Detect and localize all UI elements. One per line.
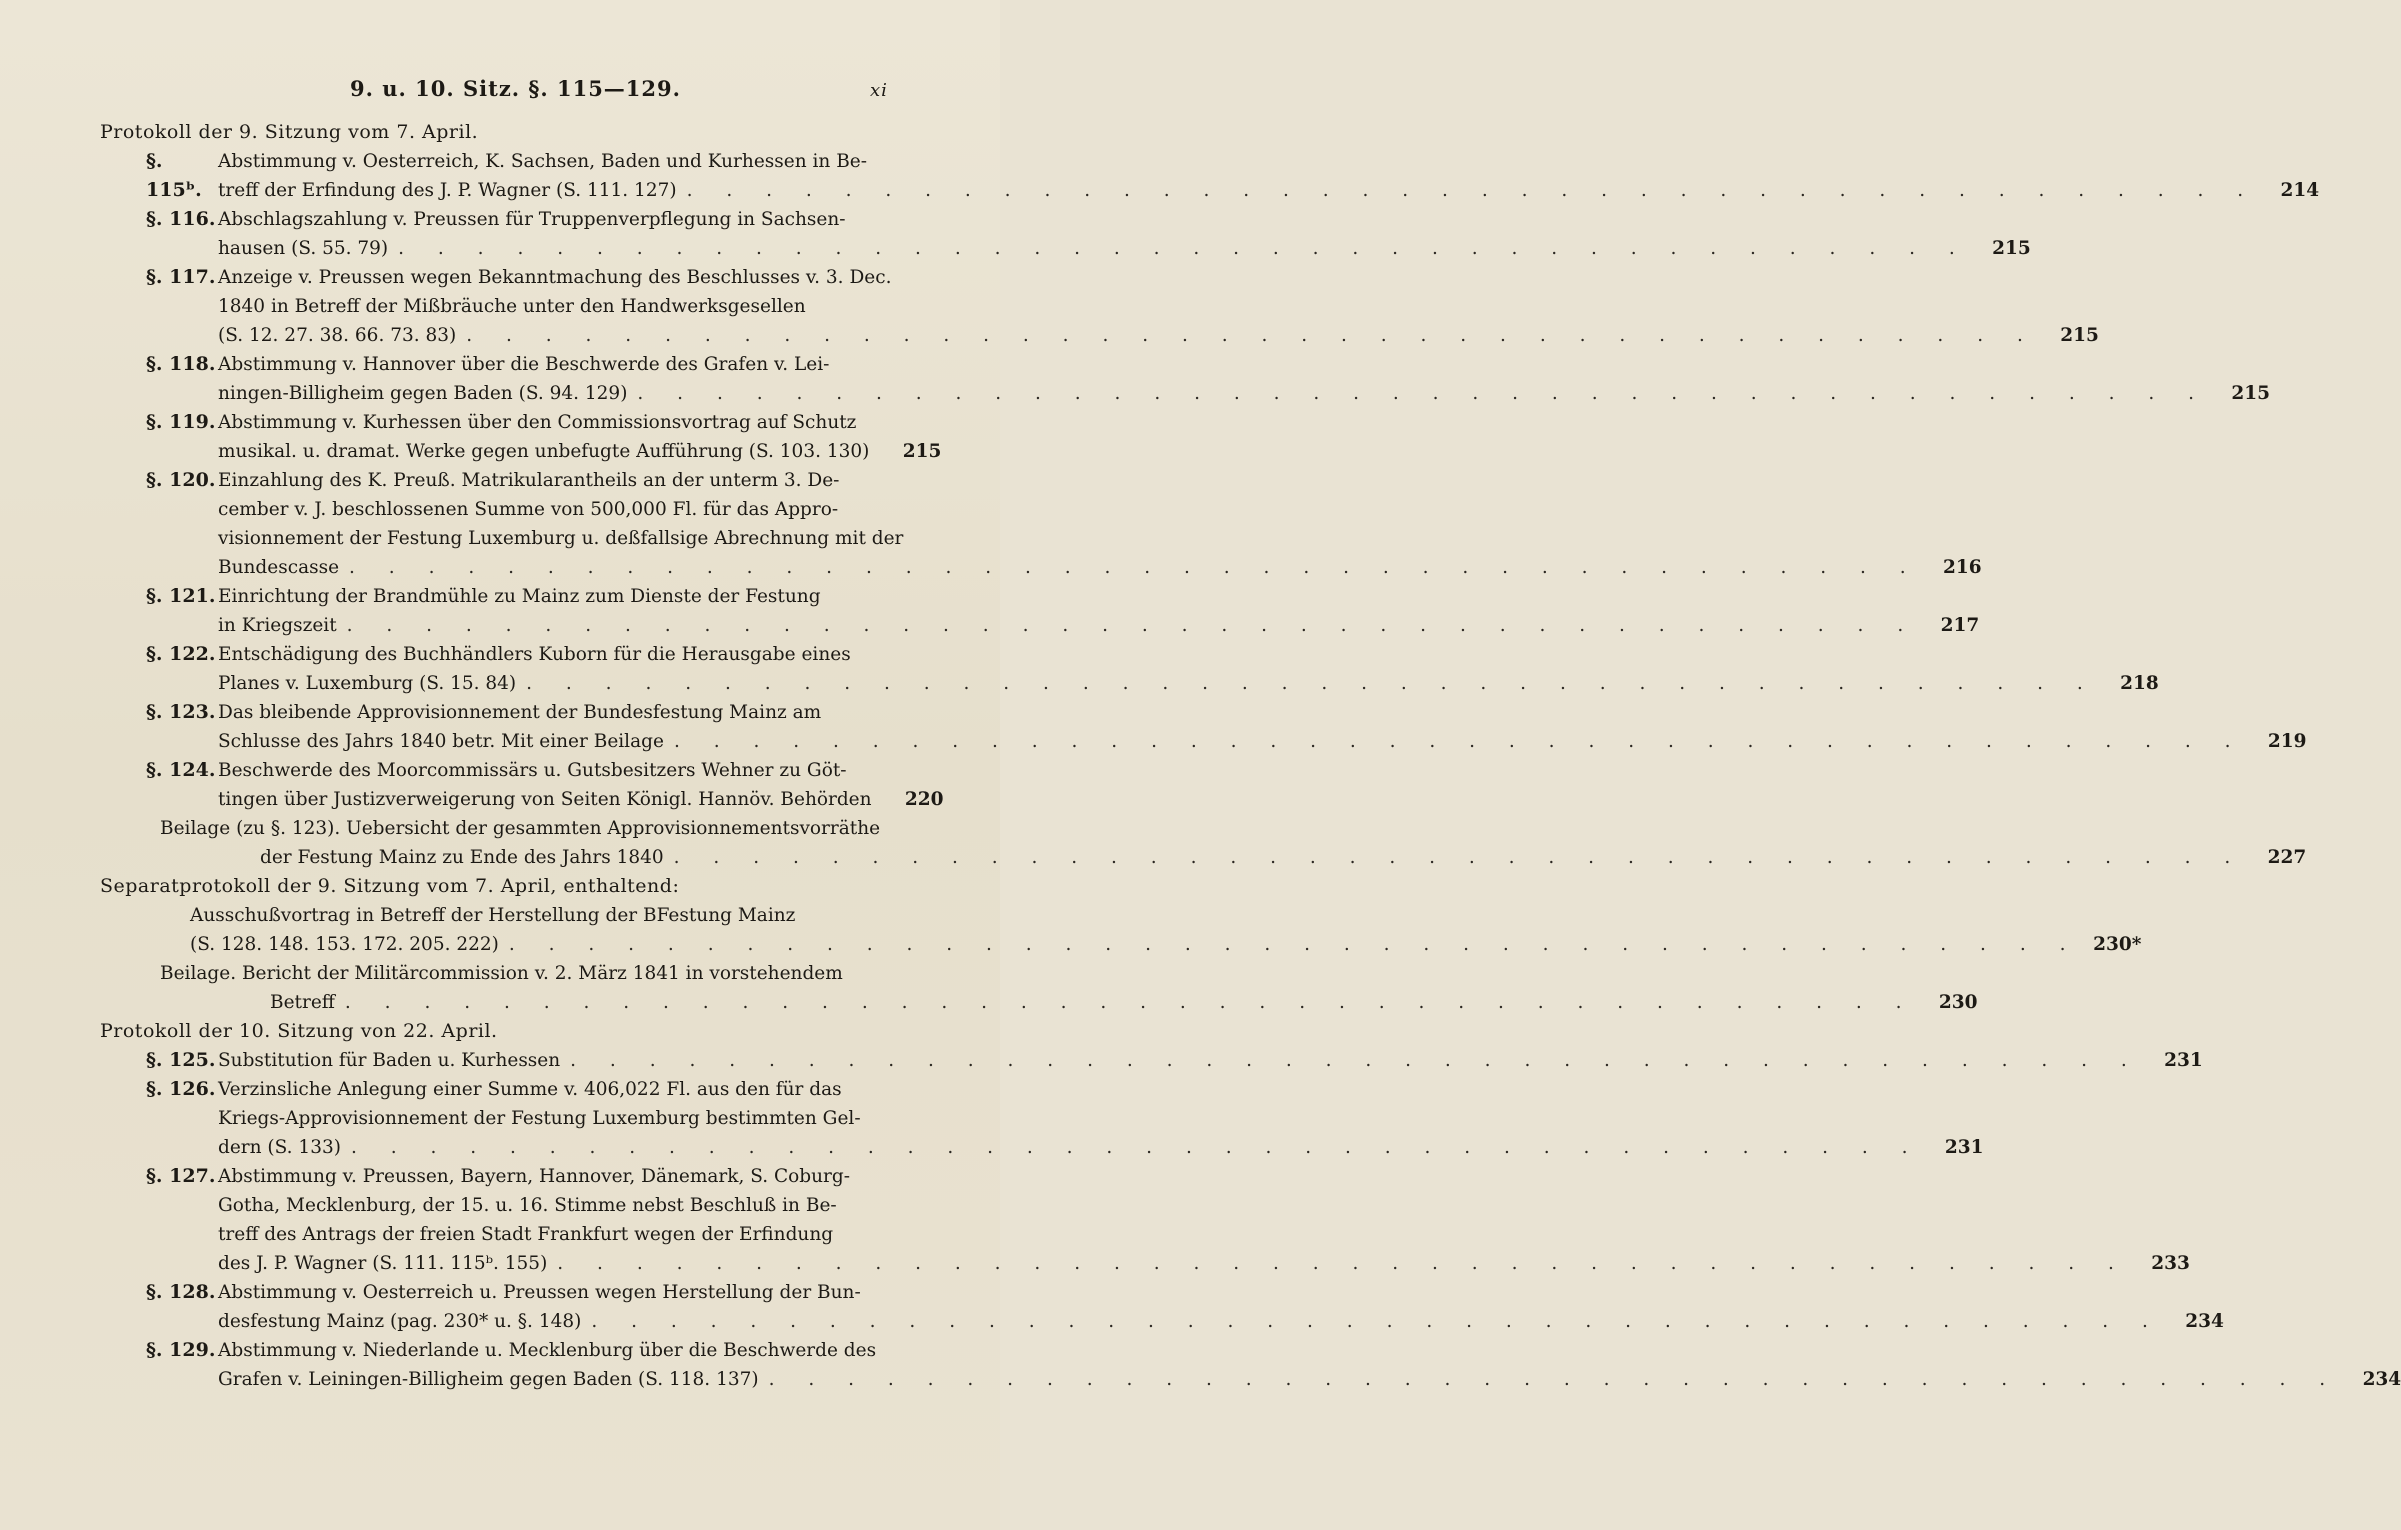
toc-entry <box>160 959 1978 1017</box>
entry-line <box>218 379 2270 408</box>
entry-line: Abstimmung v. Preussen, Bayern, Hannover, Dänemark, S. Coburg- <box>218 1166 850 1187</box>
entry-line <box>218 1307 2224 1336</box>
entry-text: der Festung Mainz zu Ende des Jahrs 1840 <box>260 847 664 868</box>
paragraph-number: §. 121. <box>146 585 216 607</box>
entry-line: Einrichtung der Brandmühle zu Mainz zum Dienste der Festung <box>218 586 821 607</box>
toc-entry <box>146 466 1982 582</box>
entry-line <box>270 988 1978 1017</box>
header-title: 9. u. 10. Sitz. §. 115—129. <box>350 76 681 101</box>
entry-line: treff des Antrags der freien Stadt Frankfurt wegen der Erfindung <box>218 1224 834 1245</box>
entry-text: Planes v. Luxemburg (S. 15. 84) <box>218 673 517 694</box>
dot-leader: . . . . . . . . . . . . . . . . . . . . . . . . . . . . . . . . . . . . . . . . <box>346 615 1918 636</box>
page-number: xi <box>870 80 888 101</box>
entry-text: ningen-Billigheim gegen Baden (S. 94. 129) <box>218 383 628 404</box>
entry-line: Verzinsliche Anlegung einer Summe v. 406,022 Fl. aus den für das <box>218 1079 842 1100</box>
entry-text: Bundescasse <box>218 557 340 578</box>
dot-leader: . . . . . . . . . . . . . . . . . . . . . . . . . . . . . . . . . . . . . . . . <box>686 180 2258 201</box>
entry-line: visionnement der Festung Luxemburg u. deßfallsige Abrechnung mit der <box>218 528 904 549</box>
page-reference: 215 <box>902 441 942 462</box>
paragraph-number: §. 120. <box>146 469 216 491</box>
entry-line: Anzeige v. Preussen wegen Bekanntmachung des Beschlusses v. 3. Dec. <box>218 267 892 288</box>
dot-leader: . . . . . . . . . . . . . . . . . . . . . . . . . . . . . . . . . . . . . . . . <box>570 1050 2141 1071</box>
toc-entry <box>146 582 1980 640</box>
entry-text: (S. 128. 148. 153. 172. 205. 222) <box>190 934 499 955</box>
page-reference: 214 <box>2280 180 2320 201</box>
paragraph-number: §. 122. <box>146 643 216 665</box>
entry-text: Betreff <box>270 992 335 1013</box>
section-heading: Protokoll der 9. Sitzung vom 7. April. <box>100 121 479 143</box>
dot-leader: . . . . . . . . . . . . . . . . . . . . . . . . . . . . . . . . . . . . . . . . <box>350 1137 1922 1158</box>
toc-entry <box>146 756 944 814</box>
toc-entry <box>146 263 2099 350</box>
paragraph-number: §. 118. <box>146 353 216 375</box>
page-reference: 217 <box>1940 615 1980 636</box>
paragraph-number: §. 119. <box>146 411 216 433</box>
entry-line: Abstimmung v. Oesterreich u. Preussen wegen Herstellung der Bun- <box>218 1282 861 1303</box>
entry-text: hausen (S. 55. 79) <box>218 238 389 259</box>
entry-line: Abstimmung v. Hannover über die Beschwerde des Grafen v. Lei- <box>218 354 830 375</box>
page-reference: 219 <box>2267 731 2307 752</box>
toc-entry <box>160 814 2307 872</box>
toc-entry <box>146 147 2320 205</box>
entry-line: Beilage (zu §. 123). Uebersicht der gesammten Approvisionnementsvorräthe <box>160 818 881 839</box>
dot-leader: . . . . . . . . . . . . . . . . . . . . . . . . . . . . . . . . . . . . . . . . <box>637 383 2208 404</box>
page-reference: 234 <box>2362 1369 2401 1390</box>
page-reference: 216 <box>1943 557 1982 578</box>
entry-line <box>218 234 2031 263</box>
page-reference: 215 <box>2060 325 2099 346</box>
dot-leader: . . . . . . . . . . . . . . . . . . . . . . . . . . . . . . . . . . . . . . . . <box>466 325 2037 346</box>
page-reference: 230 <box>1938 992 1978 1013</box>
toc-entry <box>146 408 942 466</box>
entry-line <box>218 437 942 466</box>
entry-text: des J. P. Wagner (S. 111. 115ᵇ. 155) <box>218 1253 548 1274</box>
toc-entry <box>146 698 2307 756</box>
entry-line <box>218 727 2307 756</box>
entry-line <box>260 843 2307 872</box>
entry-line <box>218 553 1982 582</box>
dot-leader: . . . . . . . . . . . . . . . . . . . . . . . . . . . . . . . . . . . . . . . . <box>344 992 1916 1013</box>
dot-leader: . . . . . . . . . . . . . . . . . . . . . . . . . . . . . . . . . . . . . . . . <box>508 934 2080 955</box>
entry-line <box>218 176 2320 205</box>
toc-entry <box>146 1336 2401 1394</box>
toc-entry <box>146 1075 1984 1162</box>
entry-line: Einzahlung des K. Preuß. Matrikularantheils an der unterm 3. De- <box>218 470 840 491</box>
paragraph-number: §. 124. <box>146 759 216 781</box>
entry-line <box>218 321 2099 350</box>
page-reference: 233 <box>2151 1253 2190 1274</box>
toc-entry <box>146 350 2270 408</box>
paragraph-number: §. 116. <box>146 208 216 230</box>
paragraph-number: §. 123. <box>146 701 216 723</box>
entry-line: Ausschußvortrag in Betreff der Herstellung der BFestung Mainz <box>190 905 796 926</box>
page-reference: 230* <box>2093 934 2142 955</box>
entry-line <box>218 611 1980 640</box>
running-header <box>0 76 1000 106</box>
page-reference: 215 <box>2231 383 2270 404</box>
entry-line <box>218 1046 2203 1075</box>
entry-line <box>218 1365 2401 1394</box>
entry-text: (S. 12. 27. 38. 66. 73. 83) <box>218 325 457 346</box>
entry-text: musikal. u. dramat. Werke gegen unbefugte Aufführung (S. 103. 130) <box>218 441 870 462</box>
paragraph-number: §. 127. <box>146 1165 216 1187</box>
dot-leader: . . . . . . . . . . . . . . . . . . . . . . . . . . . . . . . . . . . . . . . . <box>526 673 2097 694</box>
entry-line: Kriegs-Approvisionnement der Festung Luxemburg bestimmten Gel- <box>218 1108 861 1129</box>
entry-text: Schlusse des Jahrs 1840 betr. Mit einer Beilage <box>218 731 664 752</box>
entry-line: Das bleibende Approvisionnement der Bundesfestung Mainz am <box>218 702 822 723</box>
toc-entry <box>146 1046 2203 1075</box>
entry-line: 1840 in Betreff der Mißbräuche unter den Handwerksgesellen <box>218 296 806 317</box>
entry-text: dern (S. 133) <box>218 1137 341 1158</box>
paragraph-number: §. 117. <box>146 266 216 288</box>
entry-line: Abstimmung v. Kurhessen über den Commissionsvortrag auf Schutz <box>218 412 857 433</box>
entry-text: treff der Erfindung des J. P. Wagner (S. 111. 127) <box>218 180 677 201</box>
entry-line <box>218 669 2159 698</box>
entry-text: in Kriegszeit <box>218 615 337 636</box>
toc-entry <box>146 205 2031 263</box>
paragraph-number: §. 129. <box>146 1339 216 1361</box>
page-reference: 231 <box>2164 1050 2203 1071</box>
dot-leader: . . . . . . . . . . . . . . . . . . . . . . . . . . . . . . . . . . . . . . . . <box>673 731 2245 752</box>
table-of-contents <box>0 118 2401 1394</box>
entry-line: Abstimmung v. Oesterreich, K. Sachsen, Baden und Kurhessen in Be- <box>218 151 867 172</box>
page-reference: 227 <box>2267 847 2307 868</box>
entry-text: tingen über Justizverweigerung von Seiten Königl. Hannöv. Behörden <box>218 789 872 810</box>
dot-leader: . . . . . . . . . . . . . . . . . . . . . . . . . . . . . . . . . . . . . . . . <box>591 1311 2162 1332</box>
entry-line <box>190 930 2142 959</box>
entry-text: Grafen v. Leiningen-Billigheim gegen Baden (S. 118. 137) <box>218 1369 759 1390</box>
entry-line <box>218 1133 1984 1162</box>
toc-entry <box>190 901 2142 959</box>
page-reference: 218 <box>2120 673 2159 694</box>
entry-line: Beschwerde des Moorcommissärs u. Gutsbesitzers Wehner zu Göt- <box>218 760 847 781</box>
page-reference: 220 <box>904 789 944 810</box>
entry-line: Entschädigung des Buchhändlers Kuborn für die Herausgabe eines <box>218 644 851 665</box>
entry-line: Beilage. Bericht der Militärcommission v. 2. März 1841 in vorstehendem <box>160 963 843 984</box>
section-heading: Protokoll der 10. Sitzung von 22. April. <box>100 1020 498 1042</box>
dot-leader: . . . . . . . . . . . . . . . . . . . . . . . . . . . . . . . . . . . . . . . . <box>557 1253 2128 1274</box>
dot-leader: . . . . . . . . . . . . . . . . . . . . . . . . . . . . . . . . . . . . . . . . <box>349 557 1920 578</box>
entry-text: desfestung Mainz (pag. 230* u. §. 148) <box>218 1311 582 1332</box>
entry-line <box>218 1249 2190 1278</box>
entry-line: Gotha, Mecklenburg, der 15. u. 16. Stimme nebst Beschluß in Be- <box>218 1195 837 1216</box>
page-reference: 234 <box>2185 1311 2224 1332</box>
entry-line <box>218 785 944 814</box>
toc-entry <box>146 1278 2224 1336</box>
paragraph-number: §. 125. <box>146 1049 216 1071</box>
paragraph-number: §. 115ᵇ. <box>146 150 202 201</box>
entry-line: cember v. J. beschlossenen Summe von 500,000 Fl. für das Appro- <box>218 499 839 520</box>
dot-leader: . . . . . . . . . . . . . . . . . . . . . . . . . . . . . . . . . . . . . . . . <box>398 238 1969 259</box>
page-reference: 215 <box>1992 238 2031 259</box>
toc-entry <box>146 1162 2190 1278</box>
toc-entry <box>146 640 2159 698</box>
paragraph-number: §. 128. <box>146 1281 216 1303</box>
entry-text: Substitution für Baden u. Kurhessen <box>218 1050 561 1071</box>
section-heading: Separatprotokoll der 9. Sitzung vom 7. April, enthaltend: <box>100 875 680 897</box>
entry-line: Abstimmung v. Niederlande u. Mecklenburg über die Beschwerde des <box>218 1340 877 1361</box>
dot-leader: . . . . . . . . . . . . . . . . . . . . . . . . . . . . . . . . . . . . . . . . <box>673 847 2245 868</box>
dot-leader: . . . . . . . . . . . . . . . . . . . . . . . . . . . . . . . . . . . . . . . . <box>768 1369 2340 1390</box>
entry-line: Abschlagszahlung v. Preussen für Truppenverpflegung in Sachsen- <box>218 209 846 230</box>
page-reference: 231 <box>1944 1137 1984 1158</box>
paragraph-number: §. 126. <box>146 1078 216 1100</box>
